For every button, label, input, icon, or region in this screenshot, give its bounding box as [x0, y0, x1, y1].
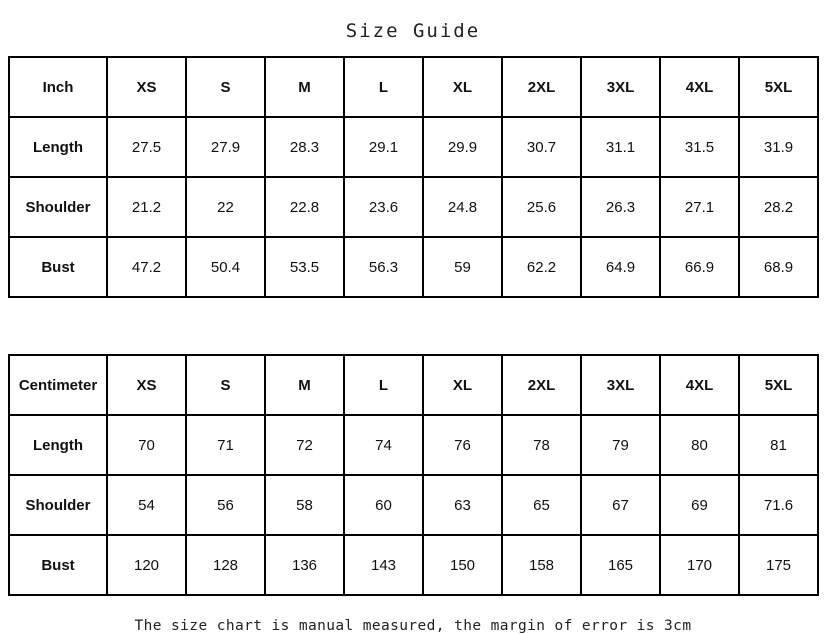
cell-bust-l-inch: 56.3: [344, 237, 423, 297]
size-header-xs: XS: [107, 57, 186, 117]
cell-bust-2xl-cm: 158: [502, 535, 581, 595]
unit-header-inch: Inch: [9, 57, 107, 117]
cell-shoulder-5xl-cm: 71.6: [739, 475, 818, 535]
cell-shoulder-l-inch: 23.6: [344, 177, 423, 237]
centimeter-size-table: [8, 354, 819, 596]
size-header-2xl-cm: 2XL: [502, 355, 581, 415]
cell-shoulder-m-cm: 58: [265, 475, 344, 535]
cell-length-5xl-inch: 31.9: [739, 117, 818, 177]
cell-bust-4xl-cm: 170: [660, 535, 739, 595]
table-row: [9, 177, 818, 237]
cell-bust-5xl-cm: 175: [739, 535, 818, 595]
cell-bust-m-cm: 136: [265, 535, 344, 595]
table-row: [9, 117, 818, 177]
cell-shoulder-3xl-inch: 26.3: [581, 177, 660, 237]
row-label-bust-cm: Bust: [9, 535, 107, 595]
cell-shoulder-xs-cm: 54: [107, 475, 186, 535]
cell-length-3xl-inch: 31.1: [581, 117, 660, 177]
cell-shoulder-3xl-cm: 67: [581, 475, 660, 535]
size-header-3xl-cm: 3XL: [581, 355, 660, 415]
size-header-xl: XL: [423, 57, 502, 117]
cell-bust-3xl-inch: 64.9: [581, 237, 660, 297]
table-row: [9, 415, 818, 475]
cell-length-l-inch: 29.1: [344, 117, 423, 177]
cell-bust-4xl-inch: 66.9: [660, 237, 739, 297]
cell-length-2xl-cm: 78: [502, 415, 581, 475]
cell-length-3xl-cm: 79: [581, 415, 660, 475]
cell-length-xs-inch: 27.5: [107, 117, 186, 177]
cell-shoulder-2xl-inch: 25.6: [502, 177, 581, 237]
cell-bust-xl-inch: 59: [423, 237, 502, 297]
inch-table-container: [0, 56, 826, 298]
size-header-5xl: 5XL: [739, 57, 818, 117]
cell-bust-m-inch: 53.5: [265, 237, 344, 297]
cell-shoulder-4xl-inch: 27.1: [660, 177, 739, 237]
cell-shoulder-xl-inch: 24.8: [423, 177, 502, 237]
size-header-m-cm: M: [265, 355, 344, 415]
cell-shoulder-m-inch: 22.8: [265, 177, 344, 237]
table-row: [9, 475, 818, 535]
cell-length-4xl-inch: 31.5: [660, 117, 739, 177]
size-header-xs-cm: XS: [107, 355, 186, 415]
cell-bust-xs-inch: 47.2: [107, 237, 186, 297]
size-header-4xl-cm: 4XL: [660, 355, 739, 415]
table-header-row: [9, 57, 818, 117]
cell-bust-s-inch: 50.4: [186, 237, 265, 297]
size-header-l: L: [344, 57, 423, 117]
centimeter-table-container: [0, 354, 826, 596]
cell-bust-5xl-inch: 68.9: [739, 237, 818, 297]
row-label-shoulder-cm: Shoulder: [9, 475, 107, 535]
cell-shoulder-s-cm: 56: [186, 475, 265, 535]
size-header-5xl-cm: 5XL: [739, 355, 818, 415]
cell-bust-s-cm: 128: [186, 535, 265, 595]
page-title: Size Guide: [345, 20, 481, 42]
inch-size-table: [8, 56, 819, 298]
cell-shoulder-xs-inch: 21.2: [107, 177, 186, 237]
cell-length-5xl-cm: 81: [739, 415, 818, 475]
cell-length-m-cm: 72: [265, 415, 344, 475]
row-label-bust-inch: Bust: [9, 237, 107, 297]
size-header-3xl: 3XL: [581, 57, 660, 117]
cell-bust-2xl-inch: 62.2: [502, 237, 581, 297]
cell-bust-xl-cm: 150: [423, 535, 502, 595]
cell-bust-l-cm: 143: [344, 535, 423, 595]
unit-header-centimeter: Centimeter: [9, 355, 107, 415]
row-label-length-inch: Length: [9, 117, 107, 177]
cell-length-s-cm: 71: [186, 415, 265, 475]
cell-shoulder-5xl-inch: 28.2: [739, 177, 818, 237]
cell-length-s-inch: 27.9: [186, 117, 265, 177]
cell-shoulder-l-cm: 60: [344, 475, 423, 535]
cell-length-2xl-inch: 30.7: [502, 117, 581, 177]
table-row: [9, 535, 818, 595]
cell-shoulder-s-inch: 22: [186, 177, 265, 237]
cell-length-4xl-cm: 80: [660, 415, 739, 475]
table-separator: [0, 298, 826, 354]
size-header-m: M: [265, 57, 344, 117]
row-label-length-cm: Length: [9, 415, 107, 475]
cell-shoulder-2xl-cm: 65: [502, 475, 581, 535]
cell-length-m-inch: 28.3: [265, 117, 344, 177]
cell-shoulder-4xl-cm: 69: [660, 475, 739, 535]
cell-length-xl-inch: 29.9: [423, 117, 502, 177]
cell-bust-xs-cm: 120: [107, 535, 186, 595]
table-header-row: [9, 355, 818, 415]
cell-bust-3xl-cm: 165: [581, 535, 660, 595]
size-header-4xl: 4XL: [660, 57, 739, 117]
measurement-disclaimer: The size chart is manual measured, the margin of error is 3cm: [134, 618, 692, 634]
cell-length-l-cm: 74: [344, 415, 423, 475]
row-label-shoulder-inch: Shoulder: [9, 177, 107, 237]
cell-length-xl-cm: 76: [423, 415, 502, 475]
cell-shoulder-xl-cm: 63: [423, 475, 502, 535]
size-header-2xl: 2XL: [502, 57, 581, 117]
size-header-l-cm: L: [344, 355, 423, 415]
cell-length-xs-cm: 70: [107, 415, 186, 475]
size-header-xl-cm: XL: [423, 355, 502, 415]
size-header-s: S: [186, 57, 265, 117]
size-header-s-cm: S: [186, 355, 265, 415]
table-row: [9, 237, 818, 297]
